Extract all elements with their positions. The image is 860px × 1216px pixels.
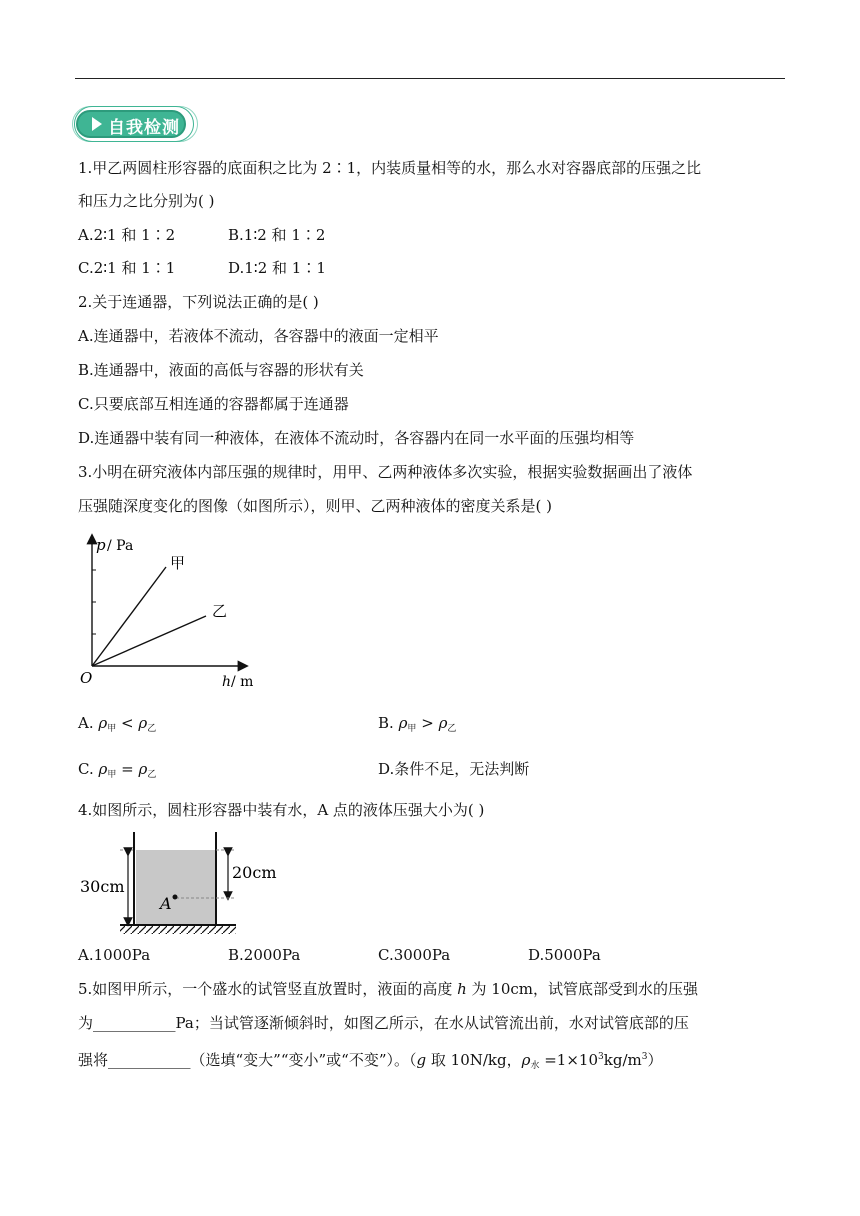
q2-stem: 2.关于连通器，下列说法正确的是( ) [78, 293, 319, 311]
relation-less: < [121, 714, 134, 732]
q1-option-c: C.2∶1 和 1∶1 [78, 259, 176, 277]
water-fill [136, 850, 216, 924]
q5-stem-line1 [78, 979, 698, 999]
rho-symbol: ρ [438, 714, 448, 732]
label-yi: 乙 [212, 602, 228, 620]
q3-stem-line1: 3.小明在研究液体内部压强的规律时，用甲、乙两种液体多次实验，根据实验数据画出了液体 [78, 463, 693, 481]
container-figure [76, 828, 286, 940]
sub-jia: 甲 [407, 724, 417, 734]
q3-option-c [78, 759, 156, 785]
badge-label: 自我检测 [108, 118, 180, 138]
y-axis-var: p [96, 536, 106, 554]
q5-l1-text-b: 为 10cm，试管底部受到水的压强 [466, 980, 699, 998]
sub-jia: 甲 [107, 770, 117, 780]
line-yi [92, 616, 206, 666]
rho-symbol: ρ [398, 714, 408, 732]
q4-stem: 4.如图所示，圆柱形容器中装有水，A 点的液体压强大小为( ) [78, 801, 485, 819]
rho-symbol: ρ [98, 760, 108, 778]
q3-option-a [78, 713, 156, 739]
q4-option-d: D.5000Pa [528, 946, 601, 964]
label-jia: 甲 [170, 554, 186, 572]
exponent-unit: 3 [641, 1052, 648, 1062]
sub-jia: 甲 [107, 724, 117, 734]
q1-stem-line1: 1.甲乙两圆柱形容器的底面积之比为 2∶1，内装质量相等的水，那么水对容器底部的压强之比 [78, 159, 702, 177]
q5-l3-text-b: 取 10N/kg， [426, 1051, 522, 1069]
q3-option-c-prefix: C. [78, 760, 94, 778]
point-depth-label: 20cm [232, 863, 277, 882]
rho-water-symbol: ρ [521, 1051, 531, 1069]
y-axis-unit: / Pa [107, 538, 134, 554]
q4-option-a: A.1000Pa [78, 946, 151, 964]
origin-label: O [80, 669, 93, 687]
relation-greater: > [421, 714, 434, 732]
rho-symbol: ρ [138, 714, 148, 732]
x-axis-var: h [222, 674, 232, 690]
sub-yi: 乙 [447, 724, 457, 734]
q3-option-a-prefix: A. [78, 714, 94, 732]
x-axis-unit: / m [231, 674, 254, 690]
q5-stem-line2: 为___________Pa；当试管逐渐倾斜时，如图乙所示，在水从试管流出前，水对试管底部的压 [78, 1014, 689, 1032]
q2-option-a: A.连通器中，若液体不流动，各容器中的液面一定相平 [78, 327, 439, 345]
q2-option-b: B.连通器中，液面的高低与容器的形状有关 [78, 361, 364, 379]
q1-option-a: A.2∶1 和 1∶2 [78, 226, 176, 244]
play-triangle-icon [92, 117, 102, 131]
q5-l3-text-a: 强将___________（选填“变大”“变小”或“不变”）。（ [78, 1051, 417, 1069]
q1-stem-line2: 和压力之比分别为( ) [78, 192, 215, 210]
sub-yi: 乙 [147, 724, 157, 734]
q1-option-b: B.1∶2 和 1∶2 [228, 226, 326, 244]
line-jia [92, 567, 166, 666]
var-h: h [457, 980, 467, 998]
q5-l3-unit: kg/m [603, 1051, 642, 1069]
q3-option-b [378, 713, 456, 739]
relation-equal: = [121, 760, 134, 778]
header-rule [75, 78, 785, 79]
var-g: g [416, 1051, 427, 1069]
point-a-dot [173, 895, 178, 900]
q2-option-d: D.连通器中装有同一种液体，在液体不流动时，各容器内在同一水平面的压强均相等 [78, 429, 635, 447]
q3-option-b-prefix: B. [378, 714, 394, 732]
q5-l3-text-c: =1×10 [539, 1051, 599, 1069]
q5-l1-text-a: 5.如图甲所示，一个盛水的试管竖直放置时，液面的高度 [78, 980, 458, 998]
q5-l3-close: ） [647, 1051, 663, 1069]
rho-symbol: ρ [138, 760, 148, 778]
sub-water: 水 [530, 1061, 540, 1071]
q4-option-b: B.2000Pa [228, 946, 301, 964]
pressure-depth-graph [74, 528, 274, 693]
section-badge [76, 106, 194, 142]
sub-yi: 乙 [147, 770, 157, 780]
q5-stem-line3 [78, 1047, 662, 1076]
q4-option-c: C.3000Pa [378, 946, 451, 964]
ground-hatch [120, 926, 236, 934]
point-a-label: A [160, 894, 172, 913]
total-depth-label: 30cm [80, 877, 125, 896]
q2-option-c: C.只要底部互相连通的容器都属于连通器 [78, 395, 349, 413]
q3-option-d: D.条件不足，无法判断 [378, 760, 530, 778]
exponent: 3 [598, 1052, 604, 1062]
q1-option-d: D.1∶2 和 1∶1 [228, 259, 326, 277]
rho-symbol: ρ [98, 714, 108, 732]
q3-stem-line2: 压强随深度变化的图像（如图所示），则甲、乙两种液体的密度关系是( ) [78, 497, 552, 515]
